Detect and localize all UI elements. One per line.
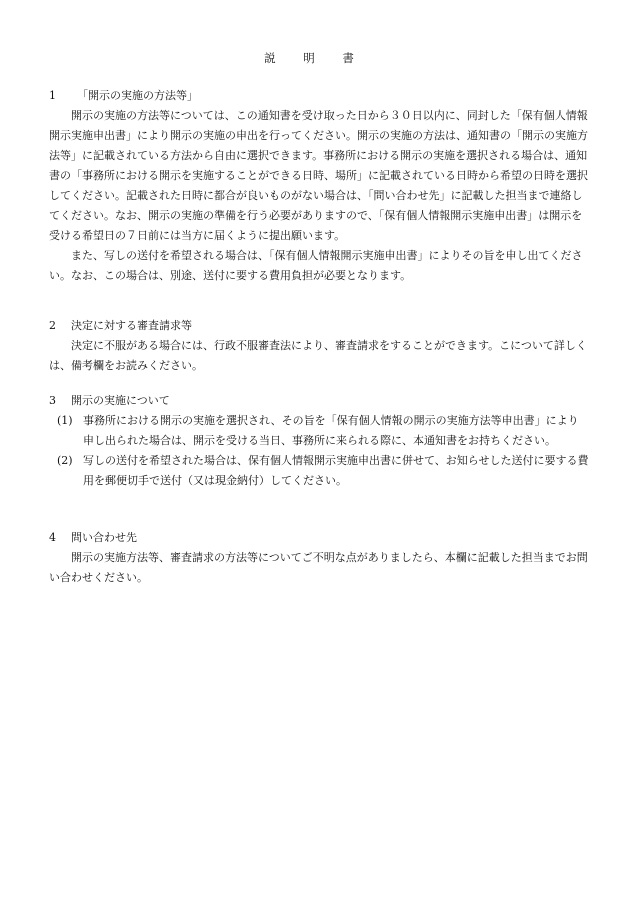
section-3 [49,391,589,491]
section-paragraph: 決定に不服がある場合には、行政不服審査法により、審査請求をすることができます。こについて詳しくは、備考欄をお読みください。 [49,339,587,372]
section-heading [49,316,589,336]
section-title: 問い合わせ先 [71,531,137,544]
section-4 [49,528,589,588]
list-item-text: 事務所における開示の実施を選択され、その旨を「保有個人情報の開示の実施方法等申出書」により申し出られた場合は、開示を受ける当日、事務所に来られる際に、本通知書をお持ちください。 [83,414,579,447]
section-number: 1 [49,89,56,102]
section-heading [49,528,589,548]
section-1 [49,86,589,286]
list-item [57,451,589,491]
document-title: 説 明 書 [264,51,366,65]
section-2 [49,316,589,376]
section-title: 決定に対する審査請求等 [71,319,192,332]
section-title: 「開示の実施の方法等」 [77,89,198,102]
list-item-text: 写しの送付を希望された場合は、保有個人情報開示実施申出書に併せて、お知らせした送付に要する費用を郵便切手で送付（又は現金納付）してください。 [83,454,589,487]
section-title: 開示の実施について [71,394,170,407]
section-number: 2 [49,319,56,332]
list-item-number: (1) [57,414,73,427]
section-heading [49,391,589,411]
section-paragraph: 開示の実施の方法等については、この通知書を受け取った日から３０日以内に、同封した「保有個人情報開示実施申出書」により開示の実施の申出を行ってください。開示の実施の方法は、通知書の「開示の実施方法等」に記載されている方法から自由に選択できます。事務所における開示の実施を選択される場合は、通知書の「事務所における開示を実施することができる日時、場所」に記載されている日時から希望の日時を選択してください。記載された日時に都合が良いものがない場合は、「問い合わせ先」に記載した担当まで連絡してください。なお、開示の実施の準備を行う必要がありますので、「保有個人情報開示実施申出書」は開示を受ける希望日の７日前には当方に届くように提出願います。 [49,109,588,242]
section-heading [49,86,589,106]
section-number: 3 [49,394,56,407]
section-number: 4 [49,531,56,544]
list-item-number: (2) [57,454,73,467]
section-paragraph: また、写しの送付を希望される場合は、「保有個人情報開示実施申出書」によりその旨を申し出てください。なお、この場合は、別途、送付に要する費用負担が必要となります。 [49,249,583,282]
list-item [57,411,589,451]
section-paragraph: 開示の実施方法等、審査請求の方法等についてご不明な点がありましたら、本欄に記載した担当までお問い合わせください。 [49,551,588,584]
